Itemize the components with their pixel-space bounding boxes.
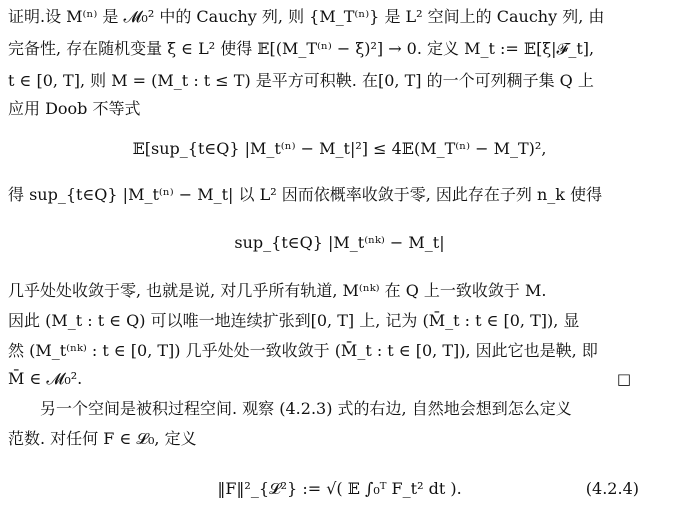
conclusion-line-2: 因此 (M_t : t ∈ Q) 可以唯一地连续扩张到[0, T] 上, 记为 (M̄_t : t ∈ [0, T]), 显 [8, 311, 580, 330]
conclusion-line-4: M̄ ∈ 𝓜₀². [8, 369, 83, 388]
proof-line-3: t ∈ [0, T], 则 M = (M_t : t ≤ T) 是平方可积鞅. 在[0, T] 的一个可列稠子集 Q 上 [8, 71, 594, 90]
conclusion-line-3: 然 (M_t⁽ⁿᵏ⁾ : t ∈ [0, T]) 几乎处处一致收敛于 (M̄_t : t ∈ [0, T]), 因此它也是鞅, 即 [8, 341, 598, 360]
norm-definition-display: ‖F‖²_{𝓛²} := √( 𝔼 ∫₀ᵀ F_t² dt ). [217, 479, 462, 498]
subsequence-display: sup_{t∈Q} |M_t⁽ⁿᵏ⁾ − M_t| [234, 233, 445, 252]
proof-line-1: 证明.设 M⁽ⁿ⁾ 是 𝓜₀² 中的 Cauchy 列, 则 {M_T⁽ⁿ⁾} 是 L² 空间上的 Cauchy 列, 由 [8, 7, 605, 26]
next-paragraph-line-2: 范数. 对任何 F ∈ 𝓛₀, 定义 [8, 429, 197, 448]
after-doob-line: 得 sup_{t∈Q} |M_t⁽ⁿ⁾ − M_t| 以 L² 因而依概率收敛于零, 因此存在子列 n_k 使得 [8, 185, 603, 204]
qed-symbol: □ [616, 370, 631, 388]
doob-inequality-display: 𝔼[sup_{t∈Q} |M_t⁽ⁿ⁾ − M_t|²] ≤ 4𝔼(M_T⁽ⁿ⁾ − M_T)², [132, 139, 547, 158]
proof-line-4: 应用 Doob 不等式 [8, 99, 141, 118]
conclusion-line-1: 几乎处处收敛于零, 也就是说, 对几乎所有轨道, M⁽ⁿᵏ⁾ 在 Q 上一致收敛于 M. [8, 281, 547, 300]
proof-line-2: 完备性, 存在随机变量 ξ ∈ L² 使得 𝔼[(M_T⁽ⁿ⁾ − ξ)²] → 0. 定义 M_t := 𝔼[ξ|𝓕_t], [8, 39, 595, 58]
next-paragraph-line-1: 另一个空间是被积过程空间. 观察 (4.2.3) 式的右边, 自然地会想到怎么定义 [40, 399, 572, 418]
equation-number: (4.2.4) [585, 479, 639, 498]
